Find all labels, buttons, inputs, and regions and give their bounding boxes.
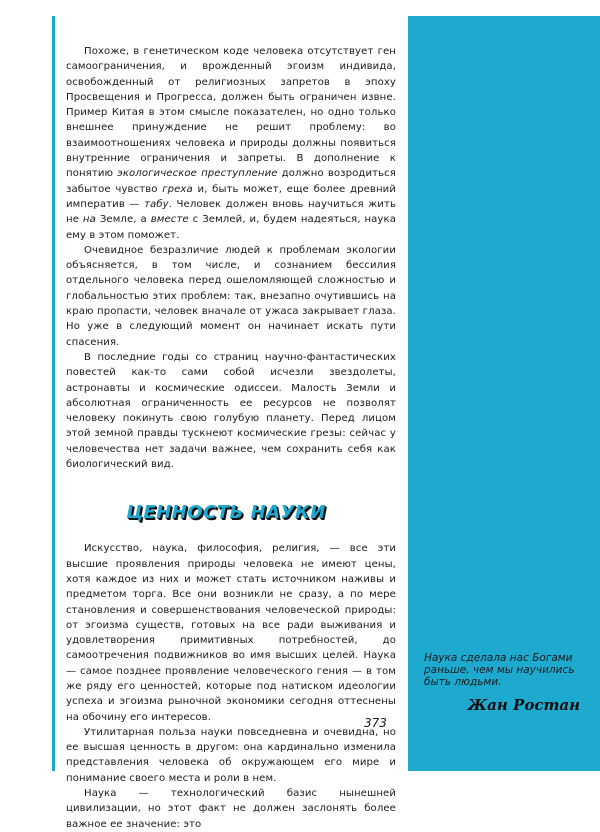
left-accent-rule <box>52 16 55 771</box>
quote-author: Жан Ростан <box>467 696 580 714</box>
paragraph-1-part: должно возродиться забытое чувство <box>66 168 396 195</box>
paragraph-3: В последние годы со страниц научно-фантастических повестей как-то сами собой исчезли звездолеты, астронавты и космические одиссеи. Малость Земли и абсолютная ограниченность ее ресурсов не позволят человеку покинуть свою голубую планету. Перед лицом этой земной правды тускнеют космические грезы: сейчас у человечества нет задачи важнее, чем сохранить себя как биологический вид. <box>66 351 396 471</box>
paragraph-1-part: Земле, а <box>95 214 151 226</box>
paragraph-1-emphasis: на <box>82 214 96 226</box>
paragraph-2: Очевидное безразличие людей к проблемам экологии объясняется, в том числе, и сознанием бессилия отдельного человека перед ошеломляющей сложностью и глобальностью этих проблем: так, внезапно очутившись на краю пропасти, человек вначале от ужаса закрывает глаза. Но уже в следующий момент он начинает искать пути спасения. <box>66 244 396 348</box>
paragraph-1-part: Похоже, в генетическом коде человека отсутствует ген самоограничения, и врожденный эгоизм индивида, освобожденный от религиозных запретов в эпоху Просвещения и Прогресса, должен быть ограничен извне. Пример Китая в этом смысле показателен, но одно только внешнее принуждение не решит проблему: во взаимоотношениях человека и природы должны появиться внутренние ограничения и запреты. В дополнение к понятию <box>66 46 396 180</box>
paragraph-5: Утилитарная польза науки повседневна и очевидна, но ее высшая ценность в другом: она кардинально изменила представления человека об окружающем его мире и понимание своего места и роли в нем. <box>66 726 396 784</box>
paragraph-1-emphasis: табу <box>144 198 169 210</box>
quote-text: Наука сделала нас Богами раньше, чем мы научились быть людьми. <box>424 652 575 688</box>
section-heading: ЦЕННОСТЬ НАУКИ <box>126 502 326 524</box>
paragraph-1-part: . Человек должен вновь научиться жить не <box>66 198 396 226</box>
paragraph-1-part: и, быть может, еще более древний императив — <box>66 183 396 210</box>
main-text-column <box>66 44 396 832</box>
paragraph-1-part: с Землей, и, будем надеяться, наука ему в этом поможет. <box>66 214 396 241</box>
page-number: 373 <box>364 716 387 730</box>
paragraph-1-emphasis: греха <box>162 183 193 195</box>
paragraph-1-emphasis: вместе <box>150 214 189 226</box>
paragraph-1 <box>66 44 396 243</box>
paragraph-1-emphasis: экологическое преступление <box>117 168 278 180</box>
sidebar-quote <box>424 652 584 714</box>
paragraph-4: Искусство, наука, философия, религия, — все эти высшие проявления природы человека не имеют цены, хотя каждое из них и может стать источником наживы и предметом торга. Все они возникли не сразу, а по мере становления и совершенствования человеческой природы: от эгоизма существ, готовых на все ради выживания и удовлетворения примитивных потребностей, до самоотречения подвижников во имя высших целей. Наука — самое позднее проявление человеческого гения — в том же ряду его ценностей, которые под натиском идеологии успеха и эгоизма рыночной экономики сегодня оттеснены на обочину его интересов. <box>66 543 396 723</box>
paragraph-6: Наука — технологический базис нынешней цивилизации, но этот факт не должен заслонять более важное ее значение: это <box>66 788 396 830</box>
